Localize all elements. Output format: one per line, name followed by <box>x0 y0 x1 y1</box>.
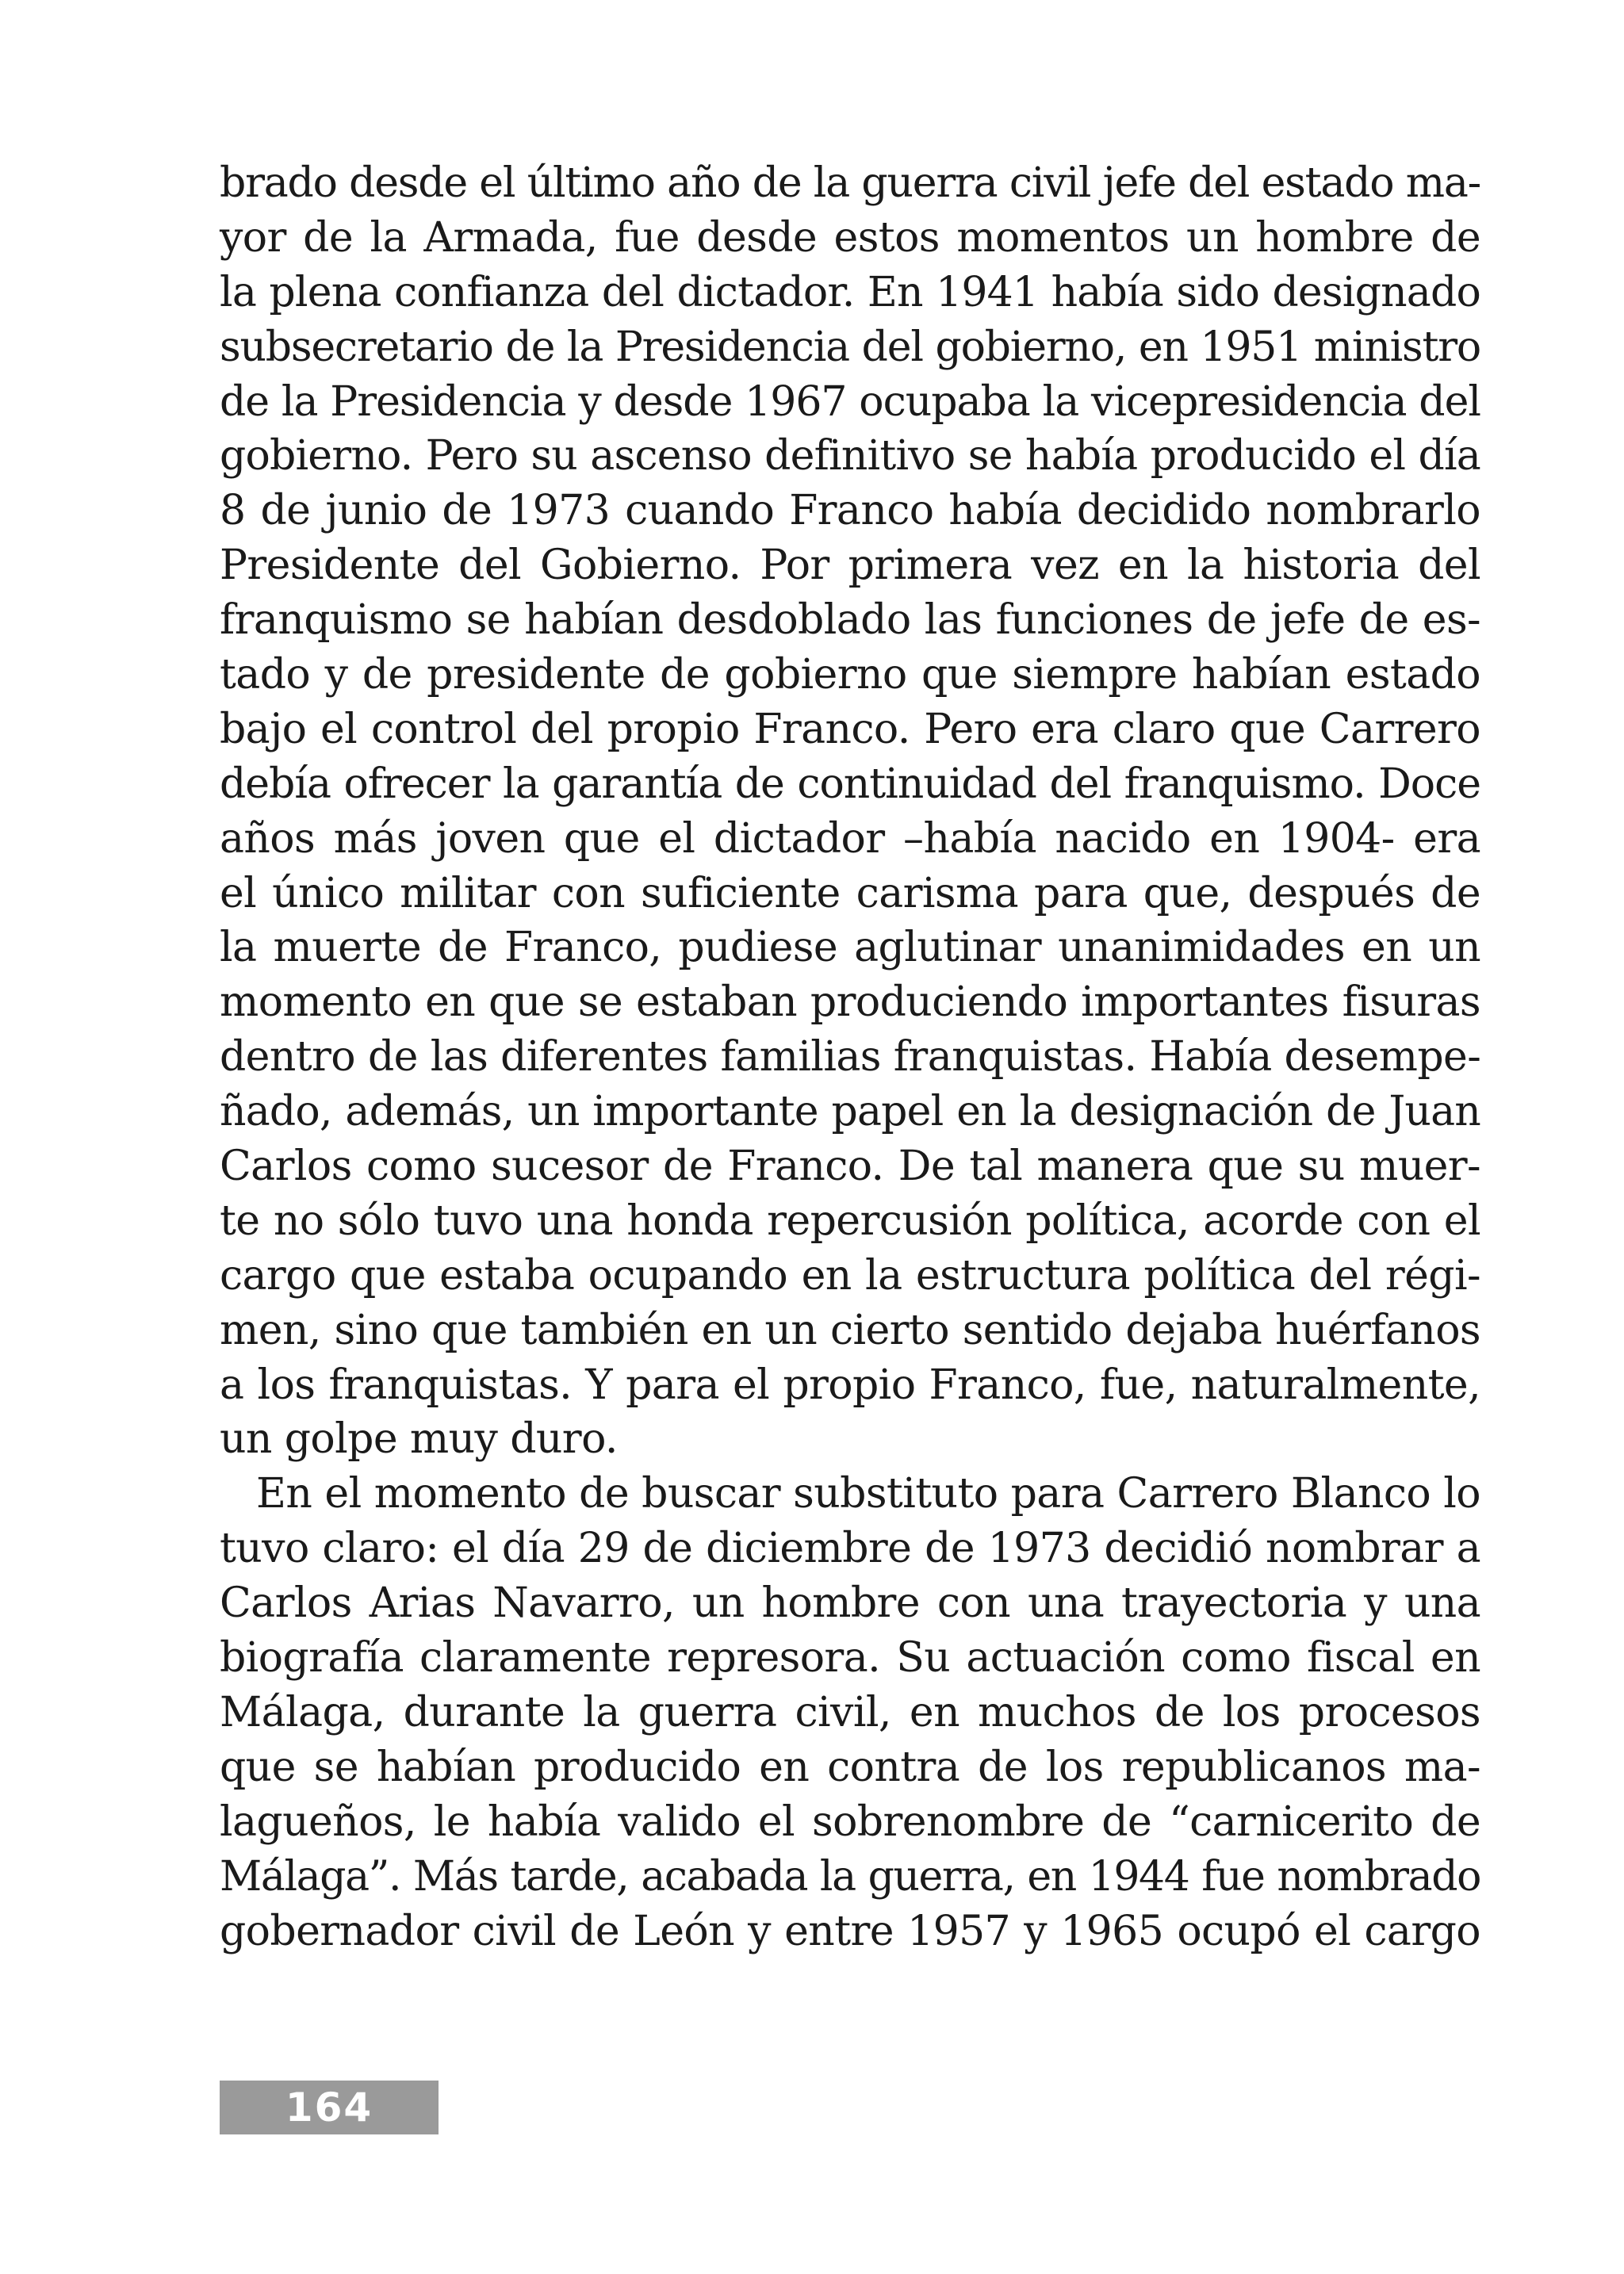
text-line: biografía claramente represora. Su actuación como fiscal en <box>220 1634 1480 1683</box>
page-number: 164 <box>285 2084 373 2130</box>
text-line: dentro de las diferentes familias franquistas. Había desempe- <box>220 1033 1481 1081</box>
paragraph-2 <box>220 1467 1480 1958</box>
text-line: gobernador civil de León y entre 1957 y 1965 ocupó el cargo <box>220 1907 1480 1955</box>
text-line: franquismo se habían desdoblado las funciones de jefe de es- <box>220 596 1480 645</box>
text-line: Presidente del Gobierno. Por primera vez en la historia del <box>220 542 1480 590</box>
text-line: brado desde el último año de la guerra civil jefe del estado ma- <box>220 159 1480 207</box>
text-line: cargo que estaba ocupando en la estructura política del régi- <box>220 1251 1480 1300</box>
text-line: momento en que se estaban produciendo importantes fisuras <box>220 978 1480 1027</box>
text-line: Málaga, durante la guerra civil, en muchos de los procesos <box>220 1688 1480 1736</box>
text-line: debía ofrecer la garantía de continuidad del franquismo. Doce <box>220 760 1480 808</box>
text-line: bajo el control del propio Franco. Pero era claro que Carrero <box>220 705 1480 753</box>
text-line: yor de la Armada, fue desde estos momentos un hombre de <box>220 213 1480 262</box>
text-line: men, sino que también en un cierto sentido dejaba huérfanos <box>220 1306 1480 1354</box>
text-line: Carlos como sucesor de Franco. De tal manera que su muer- <box>220 1143 1480 1191</box>
page-number-box <box>220 2081 439 2134</box>
text-line: tado y de presidente de gobierno que siempre habían estado <box>220 651 1480 699</box>
text-line: 8 de junio de 1973 cuando Franco había decidido nombrarlo <box>220 487 1480 535</box>
text-line: de la Presidencia y desde 1967 ocupaba la vicepresidencia del <box>220 377 1480 426</box>
text-line: Málaga”. Más tarde, acabada la guerra, en 1944 fue nombrado <box>220 1852 1480 1901</box>
text-line: a los franquistas. Y para el propio Franco, fue, naturalmente, <box>220 1361 1480 1409</box>
text-line: gobierno. Pero su ascenso definitivo se había producido el día <box>220 432 1480 480</box>
text-line: Carlos Arias Navarro, un hombre con una trayectoria y una <box>220 1579 1480 1628</box>
text-line: subsecretario de la Presidencia del gobierno, en 1951 ministro <box>220 323 1480 371</box>
text-line: tuvo claro: el día 29 de diciembre de 1973 decidió nombrar a <box>220 1525 1480 1573</box>
text-line: años más joven que el dictador –había nacido en 1904- era <box>220 814 1480 863</box>
text-line: la plena confianza del dictador. En 1941 había sido designado <box>220 268 1480 316</box>
text-line: En el momento de buscar substituto para Carrero Blanco lo <box>256 1470 1480 1518</box>
text-line: ñado, además, un importante papel en la designación de Juan <box>220 1088 1480 1136</box>
text-line: el único militar con suficiente carisma para que, después de <box>220 869 1480 917</box>
paragraph-1 <box>220 156 1480 1467</box>
text-line: que se habían producido en contra de los republicanos ma- <box>220 1743 1480 1791</box>
text-line: lagueños, le había valido el sobrenombre de “carnicerito de <box>220 1797 1480 1846</box>
text-line: te no sólo tuvo una honda repercusión política, acorde con el <box>220 1196 1480 1245</box>
text-line: un golpe muy duro. <box>220 1415 618 1464</box>
text-line: la muerte de Franco, pudiese aglutinar unanimidades en un <box>220 924 1480 972</box>
body-text <box>220 156 1480 1958</box>
